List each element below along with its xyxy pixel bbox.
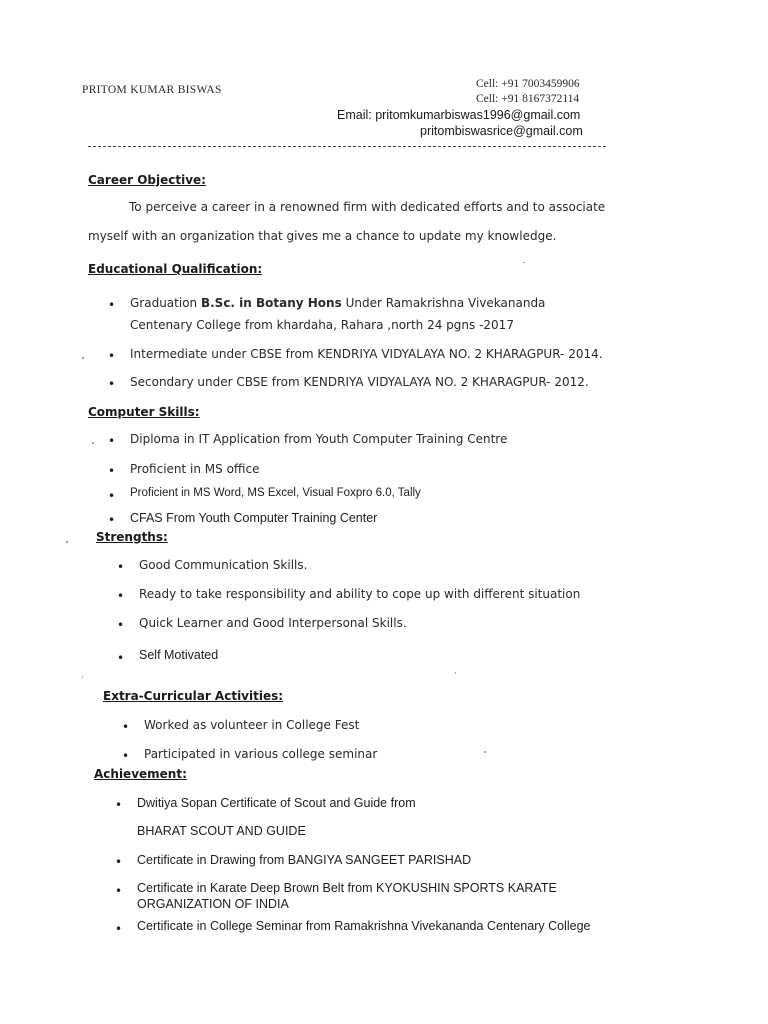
header-divider [88, 146, 606, 147]
strength-item: Good Communication Skills. [139, 558, 308, 572]
education-secondary: Secondary under CBSE from KENDRIYA VIDYALAYA NO. 2 KHARAGPUR- 2012. [130, 375, 589, 389]
computer-skills-heading: Computer Skills: [88, 405, 200, 419]
computer-skill-item: CFAS From Youth Computer Training Center [130, 511, 378, 525]
career-objective-heading: Career Objective: [88, 173, 206, 187]
bullet-icon: • [115, 884, 123, 898]
education-graduation-line-2: Centenary College from khardaha, Rahara ,north 24 pgns -2017 [130, 318, 514, 332]
scan-speck [82, 676, 83, 678]
achievement-item: Certificate in Drawing from BANGIYA SANGEET PARISHAD [137, 853, 472, 867]
strength-item: Ready to take responsibility and ability to cope up with different situation [139, 587, 581, 601]
graduation-degree: B.Sc. in Botany Hons [200, 296, 342, 310]
computer-skill-item: Proficient in MS Word, MS Excel, Visual Foxpro 6.0, Tally [130, 487, 421, 499]
bullet-icon: • [108, 464, 116, 478]
education-heading: Educational Qualification: [88, 262, 263, 276]
computer-skill-item: Proficient in MS office [130, 462, 260, 476]
bullet-icon: • [117, 651, 125, 665]
scan-speck [523, 262, 525, 263]
scan-speck [66, 541, 68, 543]
scan-speck [455, 672, 456, 674]
achievement-heading: Achievement: [94, 767, 187, 781]
bullet-icon: • [108, 513, 116, 527]
scan-speck [484, 751, 486, 753]
bullet-icon: • [115, 922, 123, 936]
achievement-item: Certificate in College Seminar from Ramakrishna Vivekananda Centenary College [137, 919, 591, 933]
bullet-icon: • [122, 720, 130, 734]
achievement-item: Certificate in Karate Deep Brown Belt from KYOKUSHIN SPORTS KARATE [137, 881, 557, 895]
bullet-icon: • [108, 298, 116, 312]
bullet-icon: • [117, 618, 125, 632]
extra-curricular-heading: Extra-Curricular Activities: [103, 689, 284, 703]
achievement-item: Dwitiya Sopan Certificate of Scout and Guide from [137, 796, 416, 810]
email-primary: Email: pritomkumarbiswas1996@gmail.com [337, 108, 581, 122]
graduation-suffix: Under Ramakrishna Vivekananda [341, 296, 546, 310]
strength-item: Quick Learner and Good Interpersonal Skills. [139, 616, 407, 630]
education-graduation [130, 296, 545, 310]
bullet-icon: • [117, 589, 125, 603]
scan-speck [82, 357, 84, 359]
bullet-icon: • [108, 489, 116, 503]
career-objective-line-2: myself with an organization that gives me a chance to update my knowledge. [88, 229, 557, 243]
extra-curricular-item: Participated in various college seminar [144, 747, 378, 761]
candidate-name: PRITOM KUMAR BISWAS [82, 84, 222, 96]
bullet-icon: • [122, 749, 130, 763]
education-intermediate: Intermediate under CBSE from KENDRIYA VIDYALAYA NO. 2 KHARAGPUR- 2014. [130, 347, 603, 361]
cell-number-2: Cell: +91 8167372114 [476, 93, 580, 105]
cell-number-1: Cell: +91 7003459906 [476, 78, 580, 90]
bullet-icon: • [115, 798, 123, 812]
career-objective-line-1: To perceive a career in a renowned firm with dedicated efforts and to associate [129, 200, 606, 214]
bullet-icon: • [108, 377, 116, 391]
scan-speck [92, 442, 94, 444]
extra-curricular-item: Worked as volunteer in College Fest [144, 718, 360, 732]
bullet-icon: • [117, 560, 125, 574]
bullet-icon: • [115, 855, 123, 869]
computer-skill-item: Diploma in IT Application from Youth Computer Training Centre [130, 432, 508, 446]
bullet-icon: • [108, 434, 116, 448]
achievement-item-line-2: ORGANIZATION OF INDIA [137, 897, 289, 911]
strength-item: Self Motivated [139, 648, 219, 662]
achievement-item-line-2: BHARAT SCOUT AND GUIDE [137, 824, 306, 838]
graduation-prefix: Graduation [130, 296, 201, 310]
bullet-icon: • [108, 349, 116, 363]
strengths-heading: Strengths: [96, 530, 168, 544]
email-secondary: pritombiswasrice@gmail.com [420, 124, 583, 138]
